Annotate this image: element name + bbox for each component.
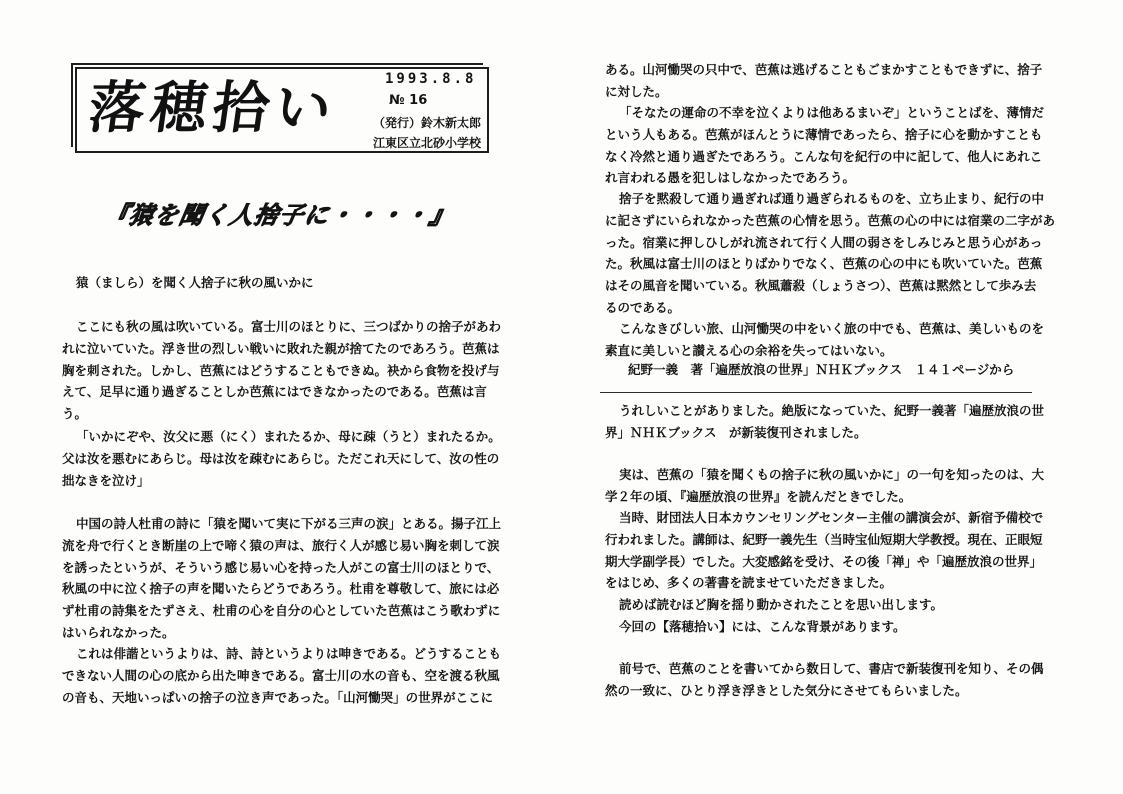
text-line: ず杜甫の詩集をたずさえ、杜甫の心を自分の心としていた芭蕉はこう歌わずに <box>62 603 501 619</box>
text-line: うれしいことがありました。絶版になっていた、紀野一義著「遍歴放浪の世 <box>619 403 1045 418</box>
text-line: の音も、天地いっぱいの捨子の泣き声であった。「山河慟哭」の世界がここに <box>62 689 494 705</box>
text-line: 捨子を黙殺して通り過ぎれば通り過ぎられるものを、立ち止まり、紀行の中 <box>619 191 1045 206</box>
article-headline: 『猿を聞く人捨子に・・・・』 <box>101 201 457 229</box>
text-line: 拙なきを泣け」 <box>62 472 150 488</box>
text-line: 然の一致に、ひとり浮き浮きとした気分にさせてもらいました。 <box>605 682 968 698</box>
text-line: 行われました。講師は、紀野一義先生（当時宝仙短期大学教授。現在、正眼短 <box>605 531 1043 547</box>
publisher: （発行）鈴木新太郎 <box>373 116 482 130</box>
text-line: という人もある。芭蕉がほんとうに薄情であったら、捨子に心を動かすことも <box>605 126 1043 142</box>
note-paragraph <box>605 400 1044 444</box>
text-line: ここにも秋の風は吹いている。富士川のほとりに、三つばかりの捨子があわ <box>76 319 502 334</box>
paragraph <box>62 316 501 425</box>
text-line: なく冷然と通り過ぎたであろう。こんな句を紀行の中に記して、他人にあれこ <box>605 148 1043 164</box>
note-paragraph <box>605 464 1044 508</box>
newsletter-title: 落穂拾い <box>84 75 342 141</box>
text-line: 界」ＮＨＫブックス が新装復刊されました。 <box>605 424 867 440</box>
text-line: 胸を刺された。しかし、芭蕉にはどうすることもできぬ。袂から食物を投げ与 <box>62 362 500 378</box>
text-line: こんなきびしい旅、山河慟哭の中をいく旅の中でも、芭蕉は、美しいものを <box>619 321 1045 336</box>
note-paragraph <box>605 616 906 638</box>
text-line: えて、足早に通り過ぎることしか芭蕉にはできなかったのである。芭蕉は言 <box>62 384 487 400</box>
text-line: 「そなたの運命の不幸を泣くよりは他あるまいぞ」ということばを、薄情だ <box>619 105 1045 120</box>
paragraph <box>62 513 501 644</box>
issue-number: № 16 <box>389 93 428 108</box>
text-line: できない人間の心の底から出た呻きである。富士川の水の音も、空を渡る秋風 <box>62 667 500 683</box>
note-paragraph <box>605 507 1043 594</box>
note-paragraph <box>605 658 1044 702</box>
text-line: に記さずにいられなかった芭蕉の心情を思う。芭蕉の心の中には宿業の二字があ <box>605 212 1056 228</box>
source-citation: 紀野一義 著「遍歴放浪の世界」ＮＨＫブックス １４１ページから <box>628 362 1015 377</box>
text-line: 素直に美しいと讃える心の余裕を失ってはいない。 <box>605 342 893 358</box>
divider <box>600 392 1032 393</box>
text-line: 流を舟で行くとき断崖の上で啼く猿の声は、旅行く人が感じ易い胸を刺して涙 <box>62 537 500 553</box>
text-line: はその風音を聞いている。秋風蕭殺（しょうさつ）、芭蕉は黙然として歩み去 <box>605 278 1037 294</box>
school-name: 江東区立北砂小学校 <box>373 136 482 150</box>
text-line: 期大学副学長）でした。大変感銘を受け、その後「禅」や「遍歴放浪の世界」 <box>605 553 1043 569</box>
text-line: 父は汝を悪むにあらじ。母は汝を疎むにあらじ。ただこれ天にして、汝の性の <box>62 450 500 466</box>
text-line: た。秋風は富士川のほとりばかりでなく、芭蕉の心の中にも吹いていた。芭蕉 <box>605 256 1043 272</box>
masthead <box>75 67 489 153</box>
text-line: 学２年の頃、『遍歴放浪の世界』を読んだときでした。 <box>605 488 912 504</box>
text-line: 「いかにぞや、汝父に悪（にく）まれたるか、母に疎（うと）まれたるか。 <box>76 429 501 444</box>
text-line: う。 <box>62 406 88 422</box>
text-line: 今回の【落穂拾い】には、こんな背景があります。 <box>619 619 906 634</box>
text-line: はいられなかった。 <box>62 624 175 640</box>
text-line: れ言われる愚を犯しはしなかったであろう。 <box>605 170 856 186</box>
text-line: った。宿業に押しひしがれ流されて行く人間の弱さをしみじみと思う心があっ <box>605 234 1043 250</box>
paragraph <box>605 59 1042 103</box>
text-line: 実は、芭蕉の「猿を聞くもの捨子に秋の風いかに」の一句を知ったのは、大 <box>619 467 1045 482</box>
paragraph <box>605 318 1044 362</box>
text-line: 中国の詩人杜甫の詩に「猿を聞いて実に下がる三声の涙」とある。揚子江上 <box>76 516 502 531</box>
paragraph <box>605 102 1044 189</box>
haiku: 猿（ましら）を聞く人捨子に秋の風いかに <box>76 275 314 290</box>
text-line: に対した。 <box>605 83 668 99</box>
text-line: を誘ったというが、そういう感じ易い心を持った人がこの富士川のほとりで、 <box>62 559 500 575</box>
text-line: るのである。 <box>605 299 681 315</box>
text-line: 読めば読むほど胸を揺り動かされたことを思い出します。 <box>619 597 944 612</box>
paragraph <box>62 643 501 708</box>
text-line: 前号で、芭蕉のことを書いてから数日して、書店で新装復刊を知り、その偶 <box>619 661 1044 676</box>
note-paragraph <box>605 594 943 616</box>
text-line: れに泣いていた。浮き世の烈しい戦いに敗れた親が捨てたのであろう。芭蕉は <box>62 340 500 356</box>
text-line: をはじめ、多くの著書を読ませていただきました。 <box>605 575 893 591</box>
text-line: ある。山河慟哭の只中で、芭蕉は逃げることもごまかすこともできずに、捨子 <box>605 62 1043 77</box>
text-line: 秋風の中に泣く捨子の声を聞いたらどうであろう。杜甫を尊敬して、旅には必 <box>62 581 500 597</box>
text-line: 当時、財団法人日本カウンセリングセンター主催の講演会が、新宿予備校で <box>619 510 1044 525</box>
issue-date: 1993.8.8 <box>385 71 477 87</box>
paragraph <box>605 188 1055 319</box>
text-line: これは俳諧というよりは、詩、詩というよりは呻きである。どうすることも <box>76 646 502 661</box>
paragraph <box>62 426 501 491</box>
